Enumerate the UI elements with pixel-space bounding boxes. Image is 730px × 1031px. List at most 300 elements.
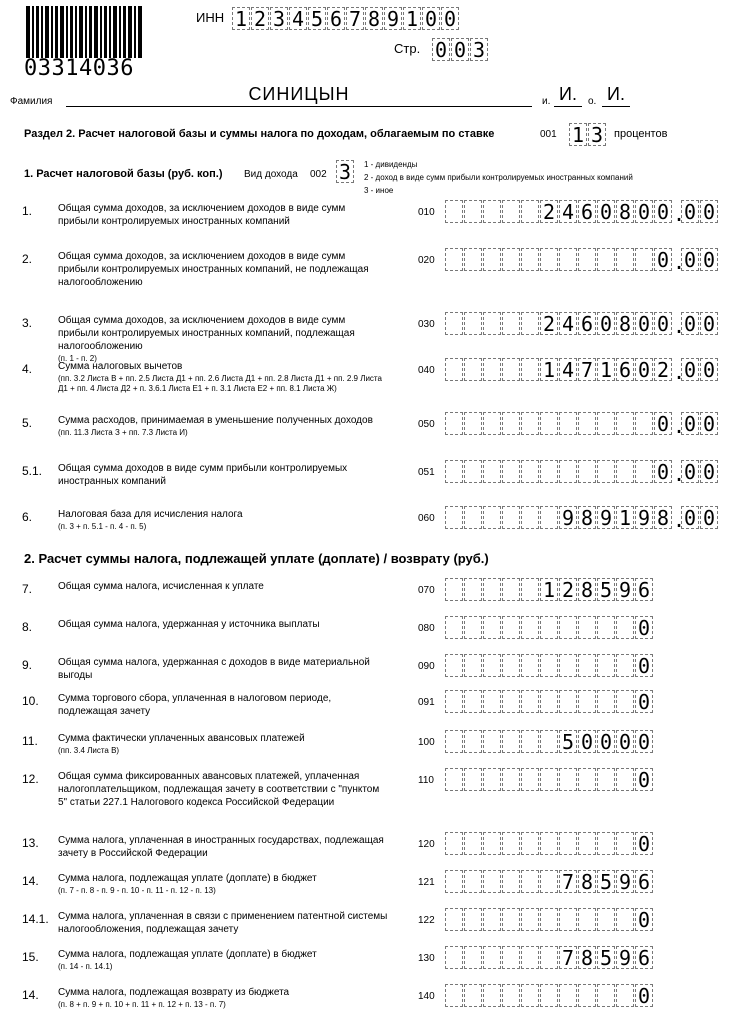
line-code: 030 — [418, 319, 435, 330]
digit-cell — [597, 248, 615, 271]
digit-cell — [616, 654, 634, 677]
digit-cell — [540, 870, 558, 893]
digit-cell: 0 — [635, 908, 653, 931]
digit-cell: 0 — [654, 460, 672, 483]
digit-cell — [464, 506, 482, 529]
digit-cell — [502, 908, 520, 931]
income-type-option: 3 - иное — [364, 186, 394, 195]
digit-cell: 0 — [451, 38, 469, 61]
digit-cell — [635, 412, 653, 435]
line-code: 110 — [418, 775, 434, 786]
line-description: Общая сумма налога, удержанная у источника выплаты — [58, 619, 320, 630]
digit-cell — [597, 690, 615, 713]
digit-cell: 6 — [578, 312, 596, 335]
digit-cell — [578, 616, 596, 639]
digit-cell: 1 — [403, 7, 421, 30]
digit-cell — [540, 690, 558, 713]
digit-cell: 5 — [597, 870, 615, 893]
digit-cell: 8 — [578, 506, 596, 529]
digit-cell — [616, 690, 634, 713]
kopeck-cell: 0 — [681, 200, 699, 223]
line-description: Сумма налога, уплаченная в связи с применением патентной системы налогообложения, подлежащая зачету — [58, 911, 388, 935]
digit-cell: 9 — [616, 946, 634, 969]
digit-cell — [559, 984, 577, 1007]
digit-cell — [540, 832, 558, 855]
digit-cell — [502, 768, 520, 791]
digit-cell — [521, 200, 539, 223]
digit-cell: 0 — [635, 312, 653, 335]
line-number: 5.1. — [22, 464, 43, 478]
line-code: 090 — [418, 661, 435, 672]
line-number: 12. — [22, 772, 39, 786]
digit-cell: 6 — [635, 946, 653, 969]
digit-cell — [502, 690, 520, 713]
amount-field[interactable] — [445, 654, 654, 677]
digit-cell — [559, 654, 577, 677]
line-formula: (п. 8 + п. 9 + п. 10 + п. 11 + п. 12 + п. 13 - п. 7) — [58, 1000, 226, 1009]
digit-cell — [464, 578, 482, 601]
digit-cell — [445, 730, 463, 753]
digit-cell: 0 — [635, 768, 653, 791]
amount-field[interactable] — [445, 460, 719, 488]
amount-field[interactable] — [445, 870, 654, 893]
digit-cell — [521, 690, 539, 713]
line-number: 2. — [22, 252, 33, 266]
digit-cell — [559, 460, 577, 483]
kopeck-cell: 0 — [700, 412, 718, 435]
digit-cell — [521, 248, 539, 271]
digit-cell — [502, 730, 520, 753]
digit-cell — [521, 412, 539, 435]
digit-cell — [540, 412, 558, 435]
digit-cell — [578, 460, 596, 483]
digit-cell: 0 — [578, 730, 596, 753]
digit-cell — [445, 506, 463, 529]
rate-field[interactable] — [569, 123, 607, 146]
surname-label: Фамилия — [10, 96, 53, 107]
digit-cell — [483, 690, 501, 713]
digit-cell — [540, 248, 558, 271]
income-type-label: Вид дохода — [244, 169, 298, 180]
digit-cell — [483, 946, 501, 969]
digit-cell — [597, 768, 615, 791]
first-initial-label: и. — [542, 96, 551, 107]
digit-cell — [540, 730, 558, 753]
income-type-option: 1 - дивиденды — [364, 160, 418, 169]
digit-cell — [445, 946, 463, 969]
digit-cell — [464, 200, 482, 223]
digit-cell — [616, 984, 634, 1007]
digit-cell: 9 — [559, 506, 577, 529]
digit-cell — [559, 908, 577, 931]
digit-cell: 6 — [616, 358, 634, 381]
digit-cell — [521, 506, 539, 529]
line-description: Сумма фактически уплаченных авансовых платежей (пп. 3.4 Листа В) — [58, 732, 388, 756]
kopeck-cell: 0 — [700, 460, 718, 483]
digit-cell: 5 — [559, 730, 577, 753]
digit-cell — [464, 730, 482, 753]
digit-cell: 0 — [432, 38, 450, 61]
line-number: 14. — [22, 988, 39, 1002]
digit-cell — [445, 690, 463, 713]
digit-cell — [464, 312, 482, 335]
amount-field[interactable] — [445, 200, 719, 228]
digit-cell — [483, 200, 501, 223]
digit-cell: 5 — [597, 578, 615, 601]
digit-cell — [540, 908, 558, 931]
page-number-field[interactable] — [432, 38, 489, 61]
amount-field[interactable] — [445, 578, 654, 601]
line-number: 13. — [22, 836, 39, 850]
inn-field[interactable] — [232, 7, 460, 30]
digit-cell: 0 — [635, 690, 653, 713]
digit-cell: 0 — [422, 7, 440, 30]
digit-cell: 1 — [540, 358, 558, 381]
amount-field[interactable] — [445, 358, 719, 386]
digit-cell: 8 — [578, 870, 596, 893]
digit-cell: 4 — [559, 200, 577, 223]
amount-field[interactable] — [445, 768, 654, 791]
inn-label: ИНН — [196, 10, 225, 25]
digit-cell: 9 — [597, 506, 615, 529]
section-title: Раздел 2. Расчет налоговой базы и суммы налога по доходам, облагаемым по ставке — [24, 128, 495, 140]
digit-cell — [521, 870, 539, 893]
digit-cell — [521, 460, 539, 483]
kopeck-cell: 0 — [681, 312, 699, 335]
digit-cell: 0 — [635, 200, 653, 223]
line-code: 010 — [418, 207, 435, 218]
line-description: Сумма расходов, принимаемая в уменьшение полученных доходов (пп. 11.3 Листа З + пп. 7.3 Листа И) — [58, 414, 388, 438]
first-initial-field[interactable]: И. — [554, 84, 582, 107]
decimal-point: . — [673, 314, 686, 338]
line-description: Общая сумма фиксированных авансовых платежей, уплаченная налогоплательщиком, подлежащая зачету в соответствии с "пунктом 5" статьи 227.1 Налогового кодекса Российской Федерации — [58, 771, 380, 808]
digit-cell — [445, 908, 463, 931]
digit-cell — [540, 654, 558, 677]
line-description: Общая сумма доходов, за исключением доходов в виде сумм прибыли контролируемых иностранных компаний, подлежащая налогообложению (п. 1 - п. 2) — [58, 314, 388, 364]
digit-cell — [540, 946, 558, 969]
digit-cell: 0 — [597, 200, 615, 223]
digit-cell: 9 — [616, 578, 634, 601]
digit-cell — [502, 358, 520, 381]
line-description: Общая сумма доходов, за исключением доходов в виде сумм прибыли контролируемых иностранных компаний, не подлежащая налогообложению — [58, 251, 369, 288]
digit-cell: 1 — [232, 7, 250, 30]
digit-cell — [464, 908, 482, 931]
line-number: 5. — [22, 416, 33, 430]
kopeck-cell: 0 — [700, 312, 718, 335]
line-number: 10. — [22, 694, 39, 708]
decimal-point: . — [673, 202, 686, 226]
digit-cell — [597, 412, 615, 435]
digit-cell — [578, 768, 596, 791]
digit-cell — [464, 870, 482, 893]
line-formula: (пп. 3.4 Листа В) — [58, 746, 120, 755]
digit-cell — [464, 984, 482, 1007]
digit-cell — [464, 248, 482, 271]
digit-cell — [521, 730, 539, 753]
digit-cell — [502, 946, 520, 969]
line-code: 121 — [418, 877, 435, 888]
digit-cell — [502, 200, 520, 223]
decimal-point: . — [673, 462, 686, 486]
digit-cell — [445, 578, 463, 601]
digit-cell — [445, 654, 463, 677]
digit-cell — [464, 616, 482, 639]
digit-cell — [483, 870, 501, 893]
digit-cell — [483, 730, 501, 753]
digit-cell — [521, 654, 539, 677]
digit-cell: 8 — [654, 506, 672, 529]
digit-cell: 9 — [616, 870, 634, 893]
line-number: 9. — [22, 658, 33, 672]
digit-cell — [559, 768, 577, 791]
digit-cell — [616, 412, 634, 435]
line-description: Общая сумма налога, удержанная с доходов в виде материальной выгоды — [58, 657, 370, 681]
digit-cell — [483, 248, 501, 271]
line-code: 050 — [418, 419, 435, 430]
digit-cell: 0 — [441, 7, 459, 30]
digit-cell — [483, 832, 501, 855]
digit-cell — [445, 200, 463, 223]
line-formula: (п. 14 - п. 14.1) — [58, 962, 113, 971]
digit-cell: 1 — [540, 578, 558, 601]
amount-field[interactable] — [445, 248, 719, 276]
barcode-image — [26, 6, 144, 58]
amount-field[interactable] — [445, 908, 654, 931]
digit-cell — [540, 460, 558, 483]
digit-cell — [445, 358, 463, 381]
digit-cell: 7 — [578, 358, 596, 381]
digit-cell — [521, 946, 539, 969]
line-code: 051 — [418, 467, 435, 478]
digit-cell: 0 — [635, 654, 653, 677]
digit-cell: 4 — [559, 312, 577, 335]
kopeck-cell: 0 — [700, 358, 718, 381]
digit-cell — [483, 768, 501, 791]
line-formula: (п. 1 - п. 2) — [58, 354, 97, 363]
digit-cell — [464, 358, 482, 381]
digit-cell — [521, 358, 539, 381]
digit-cell — [502, 578, 520, 601]
kopeck-cell: 0 — [700, 248, 718, 271]
digit-cell — [483, 358, 501, 381]
digit-cell — [559, 248, 577, 271]
digit-cell — [521, 832, 539, 855]
digit-cell — [540, 984, 558, 1007]
digit-cell — [464, 460, 482, 483]
line-code: 091 — [418, 697, 435, 708]
line-code: 122 — [418, 915, 435, 926]
digit-cell — [597, 616, 615, 639]
digit-cell — [445, 870, 463, 893]
line-number: 7. — [22, 582, 33, 596]
digit-cell: 9 — [384, 7, 402, 30]
digit-cell — [483, 578, 501, 601]
digit-cell — [597, 984, 615, 1007]
digit-cell: 0 — [635, 358, 653, 381]
digit-cell — [502, 832, 520, 855]
digit-cell: 7 — [346, 7, 364, 30]
digit-cell — [483, 412, 501, 435]
amount-field[interactable] — [445, 506, 719, 534]
decimal-point: . — [673, 508, 686, 532]
digit-cell: 2 — [559, 578, 577, 601]
kopeck-cell: 0 — [681, 460, 699, 483]
amount-field[interactable] — [445, 946, 654, 969]
digit-cell: 5 — [597, 946, 615, 969]
digit-cell: 0 — [635, 984, 653, 1007]
digit-cell: 4 — [559, 358, 577, 381]
amount-field[interactable] — [445, 832, 654, 855]
digit-cell: 4 — [289, 7, 307, 30]
line-description: Общая сумма налога, исчисленная к уплате — [58, 581, 264, 592]
digit-cell: 5 — [308, 7, 326, 30]
digit-cell: 6 — [327, 7, 345, 30]
line-formula: (п. 7 - п. 8 - п. 9 - п. 10 - п. 11 - п. 12 - п. 13) — [58, 886, 216, 895]
digit-cell: 2 — [540, 200, 558, 223]
digit-cell: 2 — [251, 7, 269, 30]
line-formula: (п. 3 + п. 5.1 - п. 4 - п. 5) — [58, 522, 147, 531]
rate-suffix: процентов — [614, 128, 668, 140]
decimal-point: . — [673, 360, 686, 384]
amount-field[interactable] — [445, 616, 654, 639]
kopeck-cell: 0 — [700, 200, 718, 223]
digit-cell — [483, 654, 501, 677]
digit-cell — [616, 832, 634, 855]
digit-cell — [483, 616, 501, 639]
surname-field[interactable]: СИНИЦЫН — [66, 84, 532, 107]
digit-cell — [578, 654, 596, 677]
digit-cell — [445, 248, 463, 271]
digit-cell — [502, 870, 520, 893]
line-number: 14.1. — [22, 912, 49, 926]
digit-cell — [445, 984, 463, 1007]
income-type-code: 002 — [310, 169, 327, 180]
digit-cell: 3 — [470, 38, 488, 61]
digit-cell — [597, 832, 615, 855]
income-type-field[interactable]: 3 — [336, 160, 354, 183]
digit-cell — [578, 248, 596, 271]
digit-cell — [578, 832, 596, 855]
digit-cell — [635, 460, 653, 483]
amount-field[interactable] — [445, 984, 654, 1007]
digit-cell — [502, 460, 520, 483]
digit-cell: 8 — [616, 200, 634, 223]
digit-cell — [578, 908, 596, 931]
digit-cell — [578, 412, 596, 435]
digit-cell: 0 — [635, 832, 653, 855]
line-code: 080 — [418, 623, 435, 634]
digit-cell — [597, 654, 615, 677]
digit-cell: 6 — [635, 578, 653, 601]
digit-cell: 0 — [654, 312, 672, 335]
digit-cell: 0 — [597, 730, 615, 753]
amount-field[interactable] — [445, 730, 654, 753]
digit-cell — [521, 578, 539, 601]
page-label: Стр. — [394, 41, 421, 56]
line-code: 020 — [418, 255, 435, 266]
income-type-option: 2 - доход в виде сумм прибыли контролируемых иностранных компаний — [364, 173, 633, 182]
digit-cell — [464, 768, 482, 791]
kopeck-cell: 0 — [681, 506, 699, 529]
amount-field[interactable] — [445, 312, 719, 340]
digit-cell — [464, 412, 482, 435]
digit-cell — [559, 616, 577, 639]
digit-cell — [616, 768, 634, 791]
digit-cell — [483, 506, 501, 529]
digit-cell: 0 — [635, 730, 653, 753]
digit-cell — [464, 946, 482, 969]
line-code: 100 — [418, 737, 435, 748]
digit-cell: 8 — [365, 7, 383, 30]
digit-cell — [483, 312, 501, 335]
line-number: 4. — [22, 362, 33, 376]
line-description: Сумма налога, подлежащая уплате (доплате) в бюджет (п. 7 - п. 8 - п. 9 - п. 10 - п. 11 - п. 12 - п. 13) — [58, 872, 388, 896]
digit-cell — [521, 768, 539, 791]
line-number: 6. — [22, 510, 33, 524]
line-code: 060 — [418, 513, 435, 524]
digit-cell — [445, 312, 463, 335]
digit-cell — [616, 908, 634, 931]
digit-cell — [521, 616, 539, 639]
line-code: 040 — [418, 365, 435, 376]
digit-cell: 2 — [540, 312, 558, 335]
part1-title: 1. Расчет налоговой базы (руб. коп.) — [24, 168, 223, 180]
line-code: 130 — [418, 953, 435, 964]
digit-cell — [502, 984, 520, 1007]
digit-cell — [616, 460, 634, 483]
digit-cell — [464, 690, 482, 713]
digit-cell: 0 — [597, 312, 615, 335]
digit-cell — [502, 248, 520, 271]
digit-cell — [540, 616, 558, 639]
digit-cell — [445, 832, 463, 855]
digit-cell — [502, 506, 520, 529]
digit-cell — [597, 908, 615, 931]
digit-cell: 0 — [635, 616, 653, 639]
line-description: Сумма налога, подлежащая возврату из бюджета (п. 8 + п. 9 + п. 10 + п. 11 + п. 12 + п. 13 - п. 7) — [58, 986, 388, 1010]
line-number: 8. — [22, 620, 33, 634]
digit-cell — [483, 908, 501, 931]
digit-cell — [483, 984, 501, 1007]
digit-cell — [483, 460, 501, 483]
line-number: 3. — [22, 316, 33, 330]
digit-cell — [464, 654, 482, 677]
digit-cell: 0 — [616, 730, 634, 753]
digit-cell: 6 — [635, 870, 653, 893]
digit-cell: 1 — [597, 358, 615, 381]
digit-cell: 2 — [654, 358, 672, 381]
amount-field[interactable] — [445, 690, 654, 713]
kopeck-cell: 0 — [700, 506, 718, 529]
digit-cell — [540, 768, 558, 791]
digit-cell: 8 — [616, 312, 634, 335]
line-description: Общая сумма доходов в виде сумм прибыли контролируемых иностранных компаний — [58, 463, 348, 487]
digit-cell: 7 — [559, 870, 577, 893]
line-code: 070 — [418, 585, 435, 596]
line-description: Сумма налога, подлежащая уплате (доплате) в бюджет (п. 14 - п. 14.1) — [58, 948, 388, 972]
line-description: Налоговая база для исчисления налога (п. 3 + п. 5.1 - п. 4 - п. 5) — [58, 508, 388, 532]
digit-cell: 0 — [654, 200, 672, 223]
amount-field[interactable] — [445, 412, 719, 440]
digit-cell — [597, 460, 615, 483]
patronymic-initial-field[interactable]: И. — [602, 84, 630, 107]
digit-cell — [521, 312, 539, 335]
line-description: Сумма торгового сбора, уплаченная в налоговом периоде, подлежащая зачету — [58, 693, 332, 717]
rate-code: 001 — [540, 129, 557, 140]
line-formula: (пп. 3.2 Листа В + пп. 2.5 Листа Д1 + пп. 2.6 Листа Д1 + пп. 2.8 Листа Д1 + пп. 2.9 Листа Д1 + пп. 4 Листа Д2 + п. 3.6.1 Листа Е1 + п. 3.1 Листа Е2 + пп. 8.1 Листа Ж) — [58, 374, 382, 393]
digit-cell — [559, 412, 577, 435]
digit-cell: 7 — [559, 946, 577, 969]
